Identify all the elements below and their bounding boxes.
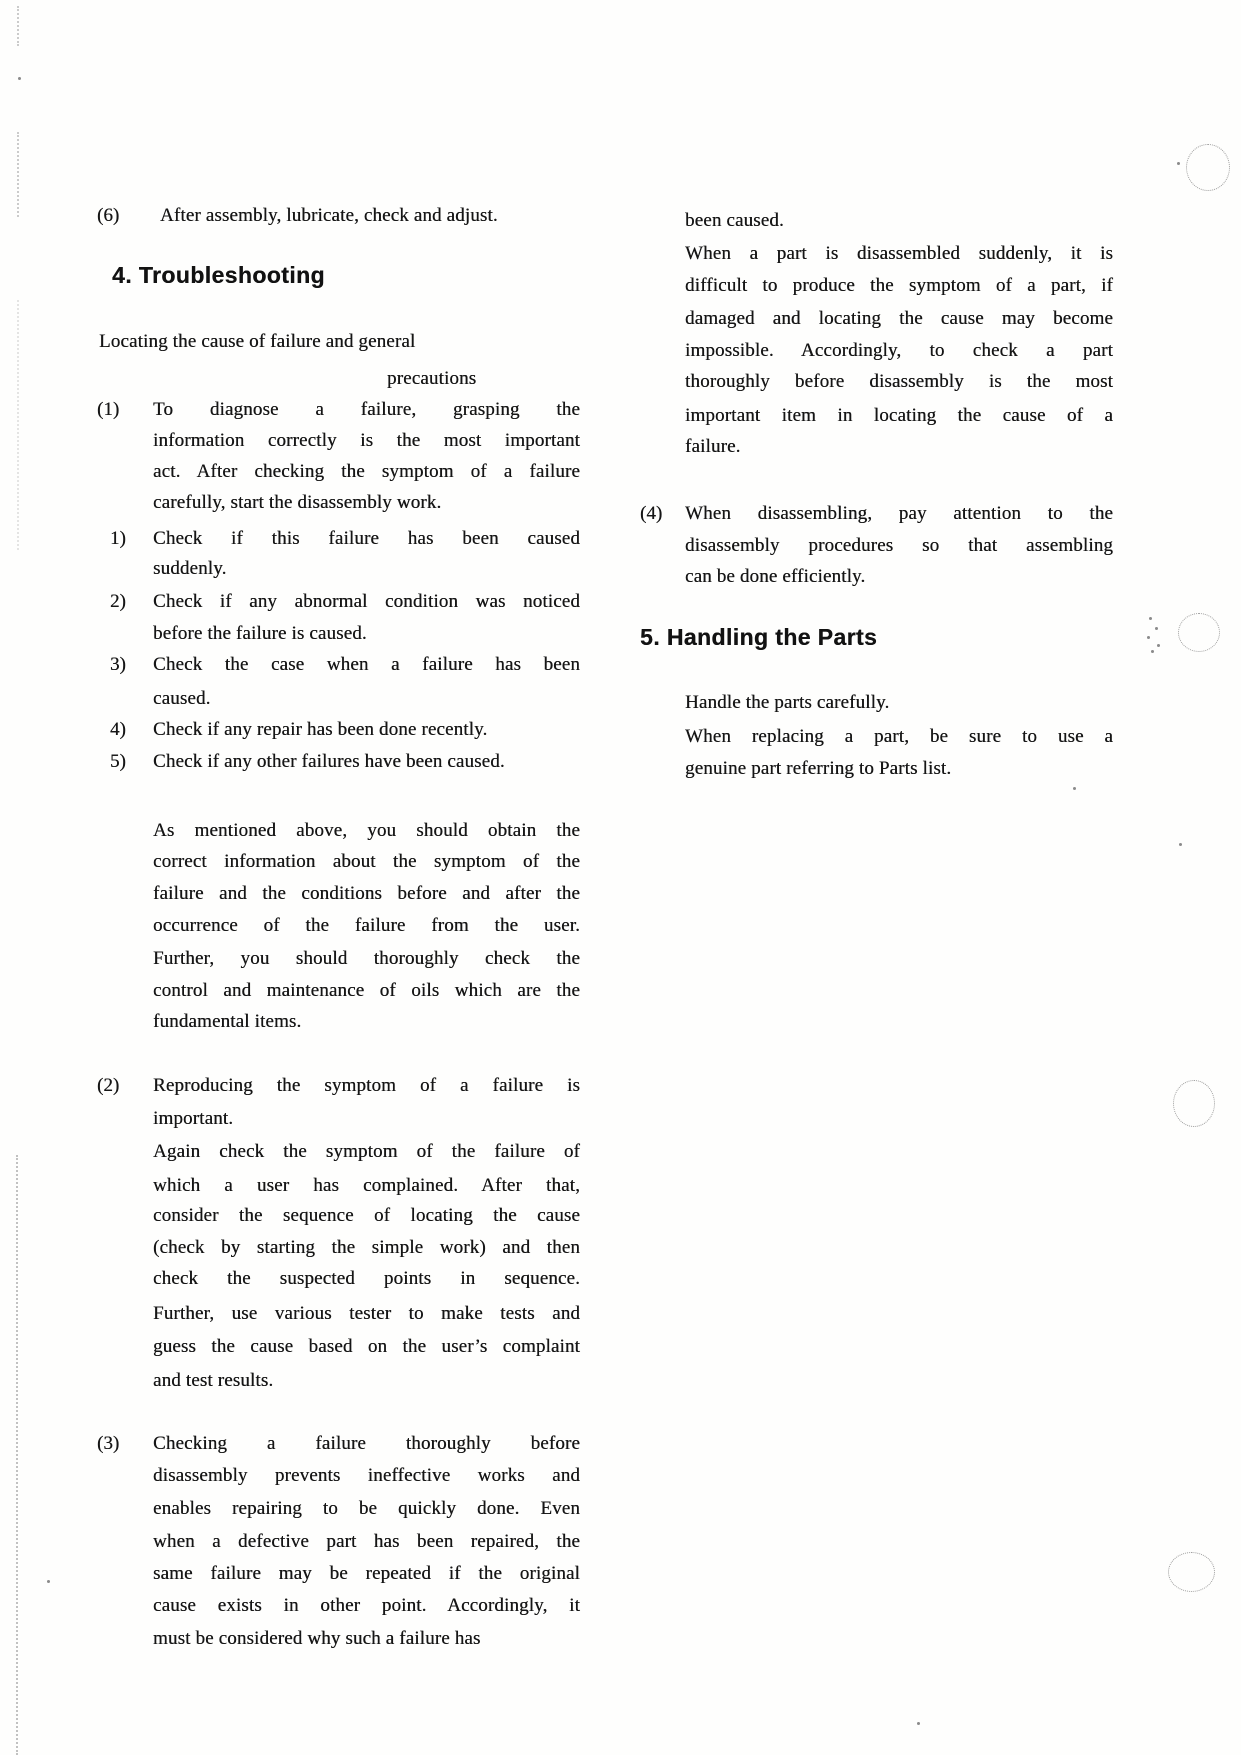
text-line: Further, you should thoroughly check the [153,948,580,969]
list-item-marker: (3) [97,1433,120,1454]
section-heading: 4. Troubleshooting [112,262,325,288]
text-line: Reproducing the symptom of a failure is [153,1075,580,1096]
text-line: When a part is disassembled suddenly, it is [685,243,1113,264]
text-line: cause exists in other point. Accordingly, it [153,1595,580,1616]
text-line: To diagnose a failure, grasping the [153,399,580,420]
text-line: Check if any repair has been done recently. [153,719,488,740]
text-line: difficult to produce the symptom of a part, if [685,275,1113,296]
text-line: occurrence of the failure from the user. [153,915,580,936]
list-item-marker: (4) [640,503,663,524]
text-line: guess the cause based on the user’s complaint [153,1336,580,1357]
scan-smudge-circle [1186,144,1230,191]
text-line: Again check the symptom of the failure of [153,1141,580,1162]
text-line: When disassembling, pay attention to the [685,503,1113,524]
text-line: can be done efficiently. [685,566,866,587]
scan-speck [1151,650,1154,653]
scan-smudge-circle [1168,1552,1215,1592]
scan-speck [917,1722,920,1725]
scan-speck [1157,644,1160,647]
text-line: precautions [387,368,477,389]
text-line: fundamental items. [153,1011,302,1032]
text-line: which a user has complained. After that, [153,1175,580,1196]
text-line: act. After checking the symptom of a failure [153,461,580,482]
text-line: important. [153,1108,234,1129]
scan-edge-artifact [16,1155,18,1755]
text-line: When replacing a part, be sure to use a [685,726,1113,747]
text-line: control and maintenance of oils which are the [153,980,580,1001]
text-line: Checking a failure thoroughly before [153,1433,580,1454]
text-line: failure. [685,436,741,457]
text-line: important item in locating the cause of a [685,405,1113,426]
text-line: Check if any other failures have been caused. [153,751,505,772]
text-line: caused. [153,688,211,709]
text-line: when a defective part has been repaired, the [153,1531,580,1552]
text-line: disassembly procedures so that assembling [685,535,1113,556]
text-line: information correctly is the most important [153,430,580,451]
list-item-marker: (6) [97,205,120,226]
text-line: must be considered why such a failure has [153,1628,481,1649]
text-line: Further, use various tester to make tests and [153,1303,580,1324]
text-line: same failure may be repeated if the original [153,1563,580,1584]
text-line: damaged and locating the cause may become [685,308,1113,329]
scan-edge-artifact [17,6,19,46]
text-line: thoroughly before disassembly is the most [685,371,1113,392]
text-line: before the failure is caused. [153,623,367,644]
text-line: genuine part referring to Parts list. [685,758,952,779]
text-line: (check by starting the simple work) and then [153,1237,580,1258]
scan-speck [1179,843,1182,846]
list-item-marker: (2) [97,1075,120,1096]
scan-speck [18,77,21,80]
scan-speck [1073,787,1076,790]
text-line: As mentioned above, you should obtain the [153,820,580,841]
text-line: correct information about the symptom of the [153,851,580,872]
list-item-marker: 5) [110,751,126,772]
scan-smudge-circle [1178,613,1220,652]
text-line: Handle the parts carefully. [685,692,890,713]
list-item-marker: (1) [97,399,120,420]
list-item-marker: 3) [110,654,126,675]
text-line: Check if this failure has been caused [153,528,580,549]
text-line: been caused. [685,210,784,231]
text-line: consider the sequence of locating the cause [153,1205,580,1226]
scan-speck [1177,162,1180,165]
text-line: Check the case when a failure has been [153,654,580,675]
text-line: Locating the cause of failure and general [99,331,416,352]
scan-speck [1149,617,1152,620]
text-line: failure and the conditions before and after the [153,883,580,904]
text-line: and test results. [153,1370,274,1391]
list-item-marker: 1) [110,528,126,549]
list-item-marker: 2) [110,591,126,612]
scan-speck [1155,627,1158,630]
scan-speck [1147,636,1150,639]
text-line: Check if any abnormal condition was noticed [153,591,580,612]
scan-speck [47,1580,50,1583]
text-line: carefully, start the disassembly work. [153,492,442,513]
text-line: enables repairing to be quickly done. Even [153,1498,580,1519]
text-line: After assembly, lubricate, check and adjust. [160,205,498,226]
section-heading: 5. Handling the Parts [640,624,878,650]
list-item-marker: 4) [110,719,126,740]
scan-edge-artifact [17,132,19,217]
text-line: suddenly. [153,558,227,579]
text-line: disassembly prevents ineffective works and [153,1465,580,1486]
scan-edge-artifact [17,300,19,550]
text-line: check the suspected points in sequence. [153,1268,580,1289]
scan-smudge-circle [1173,1080,1215,1127]
text-line: impossible. Accordingly, to check a part [685,340,1113,361]
